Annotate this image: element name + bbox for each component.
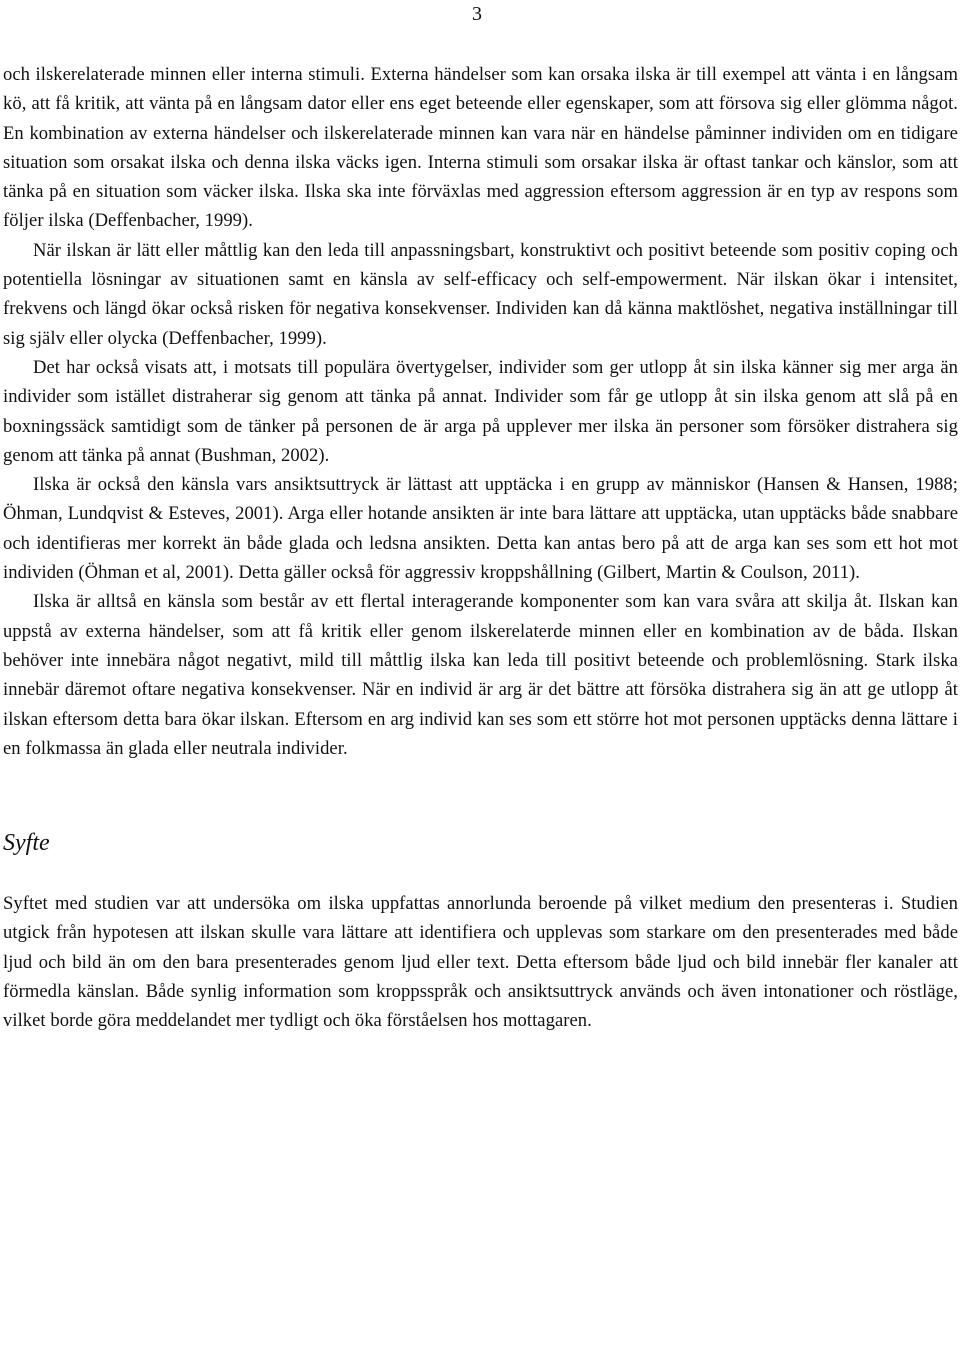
paragraph-2: När ilskan är lätt eller måttlig kan den leda till anpassningsbart, konstruktivt och positivt beteende som positiv coping och potentiella lösningar av situationen samt en känsla av self-efficacy och self-empowerment. När ilskan ökar i intensitet, frekvens och längd ökar också risken för negativa konsekvenser. Individen kan då känna maktlöshet, negativa inställningar till sig själv eller olycka (Deffenbacher, 1999). bbox=[3, 239, 958, 349]
paragraph-5: Ilska är alltså en känsla som består av ett flertal interagerande komponenter som kan vara svåra att skilja åt. Ilskan kan uppstå av externa händelser, som att få kritik eller genom ilskerelaterde minnen eller en kombination av de båda. Ilskan behöver inte innebära något negativt, mild till måttlig ilska kan leda till positivt beteende och problemlösning. Stark ilska innebär däremot oftare negativa konsekvenser. När en individ är arg är det bättre att försöka distrahera sig än att ge utlopp åt ilskan eftersom detta bara ökar ilskan. Eftersom en arg individ kan ses som ett större hot mot personen upptäcks denna lättare i en folkmassa än glada eller neutrala individer. bbox=[3, 591, 958, 759]
paragraph-3: Det har också visats att, i motsats till populära övertygelser, individer som ger utlopp åt sin ilska känner sig mer arga än individer som istället distraherar sig genom att tänka på annat. Individer som får ge utlopp åt sin ilska genom att slå på en boxningssäck samtidigt som de tänker på personen de är arga på upplever mer ilska än personer som försöker distrahera sig genom att tänka på annat (Bushman, 2002). bbox=[3, 356, 958, 466]
paragraph-4: Ilska är också den känsla vars ansiktsuttryck är lättast att upptäcka i en grupp av människor (Hansen & Hansen, 1988; Öhman, Lundqvist & Esteves, 2001). Arga eller hotande ansikten är inte bara lättare att upptäcka, utan upptäcks både snabbare och identifieras mer korrekt än både glada och ledsna ansikten. Detta kan antas bero på att de arga kan ses som ett hot mot individen (Öhman et al, 2001). Detta gäller också för aggressiv kroppshållning (Gilbert, Martin & Coulson, 2011). bbox=[3, 474, 958, 584]
section-paragraph-syfte: Syftet med studien var att undersöka om ilska uppfattas annorlunda beroende på vilket medium den presenteras i. Studien utgick från hypotesen att ilskan skulle vara lättare att identifiera och upplevas som starkare om den presenterades med både ljud och bild än om den bara presenterades genom ljud eller text. Detta eftersom både ljud och bild innebär fler kanaler att förmedla känslan. Både synlig information som kroppsspråk och ansiktsuttryck används och även intonationer och röstläge, vilket borde göra meddelandet mer tydligt och öka förståelsen hos mottagaren. bbox=[3, 893, 958, 1032]
page-number: 3 bbox=[472, 3, 482, 25]
paragraph-1: och ilskerelaterade minnen eller interna stimuli. Externa händelser som kan orsaka ilska är till exempel att vänta i en långsam kö, att få kritik, att vänta på en långsam dator eller ens eget beteende eller egenskaper, som att försova sig eller glömma något. En kombination av externa händelser och ilskerelaterade minnen kan vara när en händelse påminner individen om en tidigare situation som orsakat ilska och denna ilska väcks igen. Interna stimuli som orsakar ilska är oftast tankar och känslor, som att tänka på en situation som väcker ilska. Ilska ska inte förväxlas med aggression eftersom aggression är en typ av respons som följer ilska (Deffenbacher, 1999). bbox=[3, 64, 958, 232]
document-body bbox=[3, 60, 958, 1036]
section-heading-syfte: Syfte bbox=[3, 830, 50, 857]
